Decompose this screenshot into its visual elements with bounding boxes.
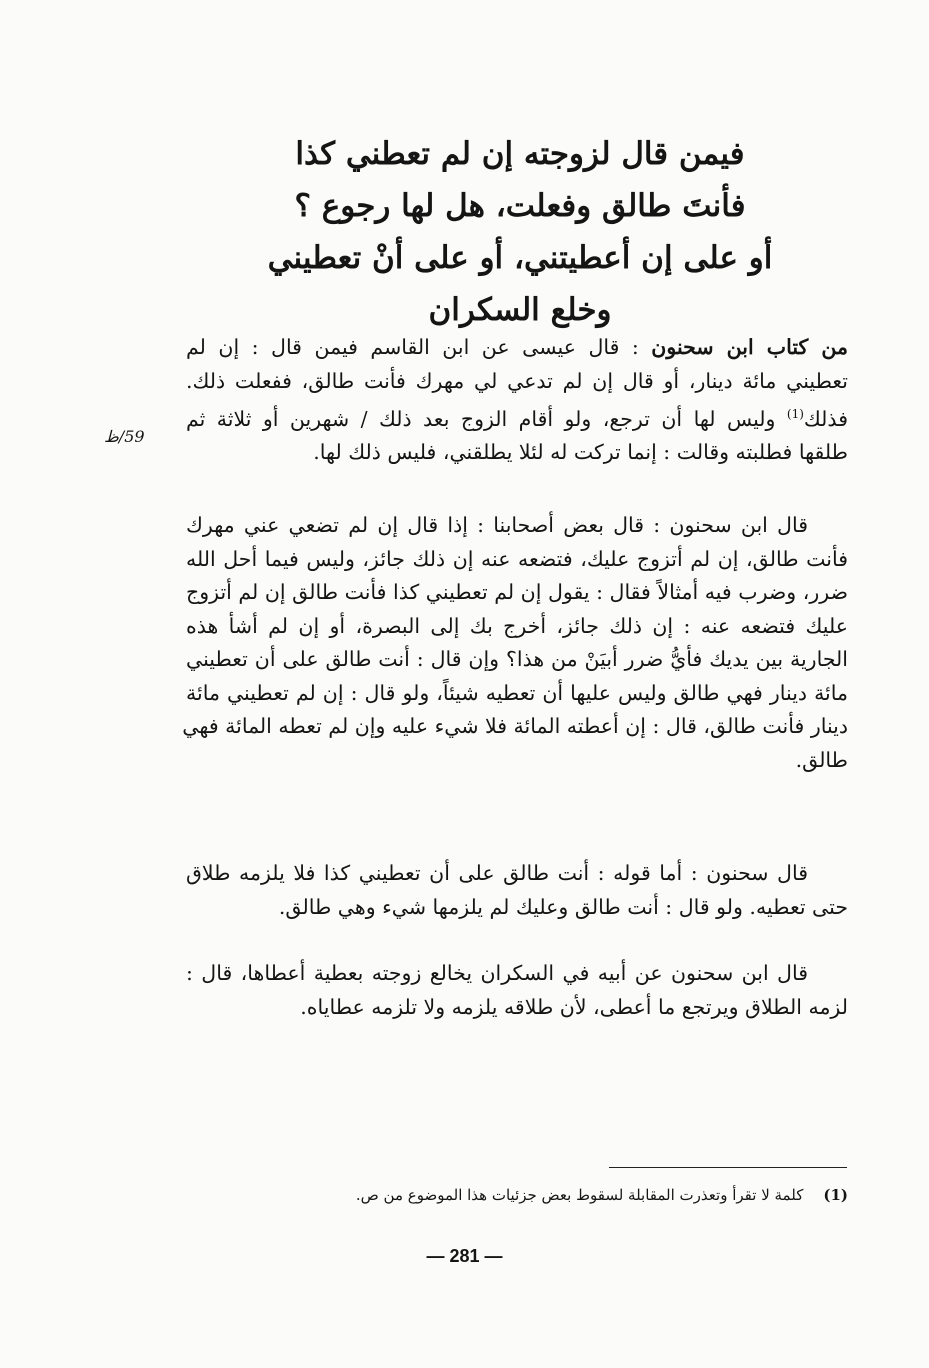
text-line: تعطيني مائة دينار، أو قال إن لم تدعي لي مهرك فأنت طالق، ففعلت ذلك. bbox=[186, 368, 848, 393]
text-span: : قال عيسى عن ابن القاسم فيمن قال : إن لم bbox=[186, 335, 639, 359]
paragraph-3 bbox=[186, 857, 848, 924]
footnote-marker[interactable]: (1) bbox=[786, 407, 804, 421]
paragraph-4 bbox=[186, 957, 848, 1024]
source-citation: من كتاب ابن سحنون bbox=[651, 335, 848, 359]
title-line: وخلع السكران bbox=[428, 292, 612, 328]
paragraph-2 bbox=[182, 509, 849, 777]
footnote bbox=[300, 1186, 848, 1204]
text-line bbox=[186, 331, 848, 365]
text-line: ضرر، وضرب فيه أمثالاً فقال : يقول إن لم تعطيني كذا فأنت طالق إن لم أتزوج bbox=[186, 580, 848, 604]
text-span: فذلك bbox=[803, 406, 848, 431]
paragraph-1 bbox=[186, 331, 848, 470]
text-line: قال سحنون : أما قوله : أنت طالق على أن تعطيني كذا فلا يلزمه طلاق bbox=[186, 861, 808, 885]
title-line: فيمن قال لزوجته إن لم تعطني كذا bbox=[295, 136, 745, 172]
footnote-divider bbox=[609, 1167, 847, 1168]
text-span: وليس لها أن ترجع، ولو أقام الزوج بعد ذلك / شهرين أو ثلاثة ثم bbox=[186, 406, 776, 431]
text-line: فأنت طالق، إن لم أتزوج عليك، فتضعه عنه إن ذلك جائز، وليس فيما أحل الله bbox=[186, 546, 848, 571]
text-line: طلقها فطلبته وقالت : إنما تركت له لئلا يطلقني، فليس ذلك لها. bbox=[313, 440, 848, 465]
text-line bbox=[186, 398, 848, 436]
text-line: لزمه الطلاق ويرتجع ما أعطى، لأن طلاقه يلزمه ولا تلزمه عطاياه. bbox=[300, 994, 848, 1019]
page-number: — 281 — bbox=[426, 1246, 503, 1266]
chapter-title bbox=[180, 128, 860, 336]
text-line: حتى تعطيه. ولو قال : أنت طالق وعليك لم يلزمها شيء وهي طالق. bbox=[278, 894, 848, 919]
footnote-number: (1) bbox=[823, 1186, 848, 1204]
title-line: فأنتَ طالق وفعلت، هل لها رجوع ؟ bbox=[294, 188, 746, 224]
footnote-text: كلمة لا تقرأ وتعذرت المقابلة لسقوط بعض جزئيات هذا الموضوع من ص. bbox=[355, 1186, 804, 1204]
text-line: قال ابن سحنون : قال بعض أصحابنا : إذا قال إن لم تضعي عني مهرك bbox=[186, 513, 808, 537]
margin-folio-reference: 59/ظ bbox=[104, 427, 145, 446]
text-line: الجارية بين يديك فأيُّ ضرر أبيَنْ من هذا؟ وإن قال : أنت طالق على أن تعطيني bbox=[186, 647, 849, 671]
text-line: عليك فتضعه عنه : إن ذلك جائز، أخرج بك إلى البصرة، أو إن لم أشأ هذه bbox=[186, 613, 848, 638]
text-line: دينار فأنت طالق، قال : إن أعطته المائة فلا شيء عليه وإن لم تعطه المائة فهي bbox=[182, 714, 848, 738]
title-line: أو على إن أعطيتني، أو على أنْ تعطيني bbox=[267, 240, 773, 276]
text-line: مائة دينار فهي طالق وليس عليها أن تعطيه شيئاً، ولو قال : إن لم تعطيني مائة bbox=[186, 680, 848, 705]
text-line: طالق. bbox=[795, 747, 848, 772]
text-line: قال ابن سحنون عن أبيه في السكران يخالع زوجته بعطية أعطاها، قال : bbox=[186, 961, 808, 985]
